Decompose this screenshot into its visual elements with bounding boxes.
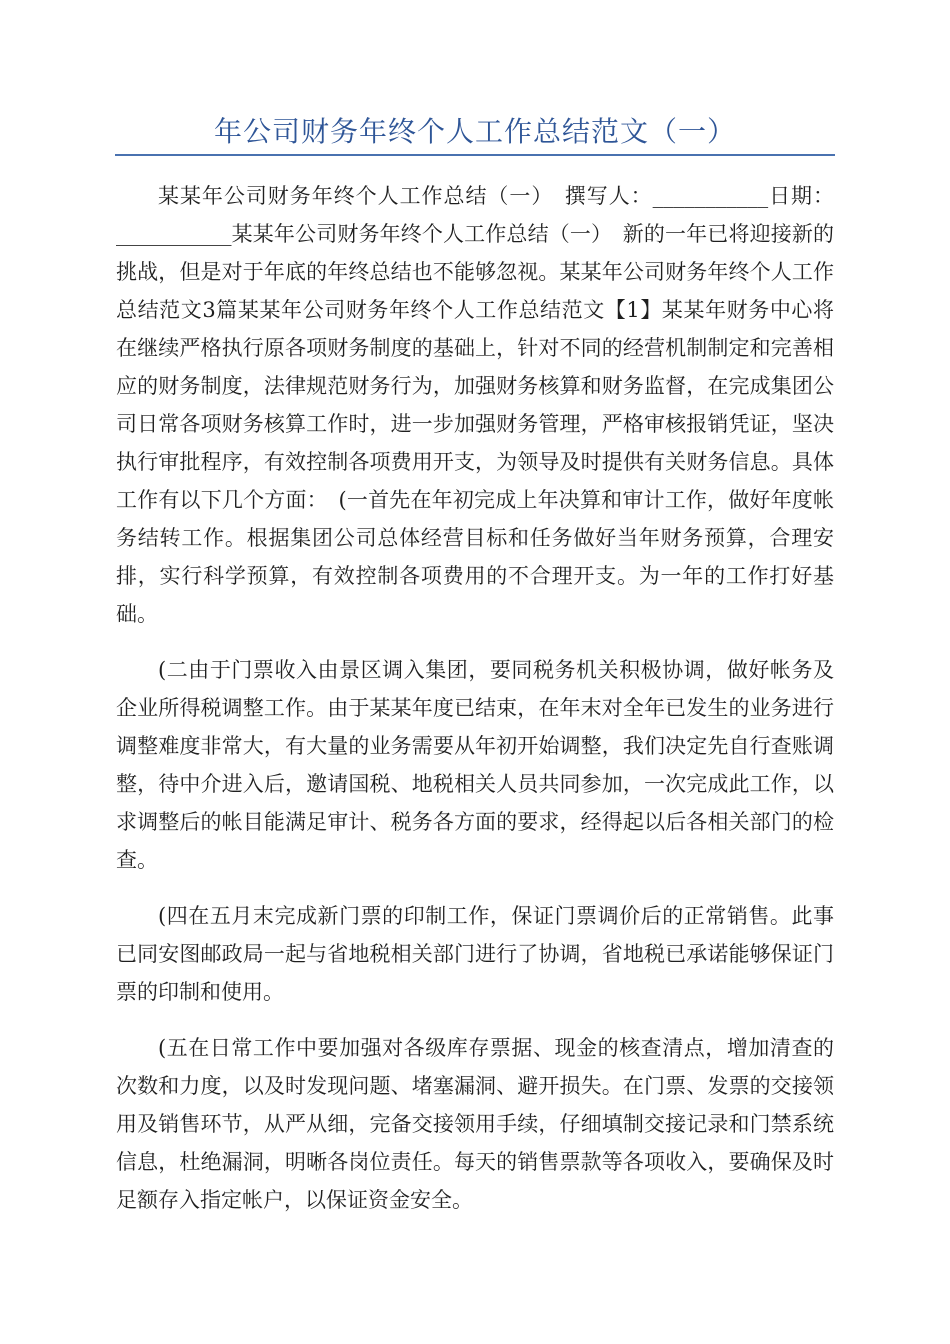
paragraph-1: 某某年公司财务年终个人工作总结（一） 撰写人：___________日期：___________某某年公司财务年终个人工作总结（一） 新的一年已将迎接新的挑战，但是对于年底的年终总结也不能够忽视。某某年公司财务年终个人工作总结范文3篇某某年公司财务年终个人工作总结范文【1】某某年财务中心将在继续严格执行原各项财务制度的基础上，针对不同的经营机制制定和完善相应的财务制度，法律规范财务行为，加强财务核算和财务监督，在完成集团公司日常各项财务核算工作时，进一步加强财务管理，严格审核报销凭证，坚决执行审批程序，有效控制各项费用开支，为领导及时提供有关财务信息。具体工作有以下几个方面： (一首先在年初完成上年决算和审计工作，做好年度帐务结转工作。根据集团公司总体经营目标和任务做好当年财务预算，合理安排，实行科学预算，有效控制各项费用的不合理开支。为一年的工作打好基础。 [116,184,834,626]
paragraph-2: (二由于门票收入由景区调入集团，要同税务机关积极协调，做好帐务及企业所得税调整工作。由于某某年度已结束，在年末对全年已发生的业务进行调整难度非常大，有大量的业务需要从年初开始调整，我们决定先自行查账调整，待中介进入后，邀请国税、地税相关人员共同参加，一次完成此工作，以求调整后的帐目能满足审计、税务各方面的要求，经得起以后各相关部门的检查。 [116,658,834,872]
title-underline [115,154,835,156]
document-body [116,177,834,1237]
document-title: 年公司财务年终个人工作总结范文（一） [213,115,736,148]
paragraph-3: (四在五月末完成新门票的印制工作，保证门票调价后的正常销售。此事已同安图邮政局一起与省地税相关部门进行了协调，省地税已承诺能够保证门票的印制和使用。 [116,904,834,1004]
paragraph-4: (五在日常工作中要加强对各级库存票据、现金的核查清点，增加清查的次数和力度，以及时发现问题、堵塞漏洞、避开损失。在门票、发票的交接领用及销售环节，从严从细，完备交接领用手续，仔细填制交接记录和门禁系统信息，杜绝漏洞，明晰各岗位责任。每天的销售票款等各项收入，要确保及时足额存入指定帐户，以保证资金安全。 [116,1036,834,1212]
